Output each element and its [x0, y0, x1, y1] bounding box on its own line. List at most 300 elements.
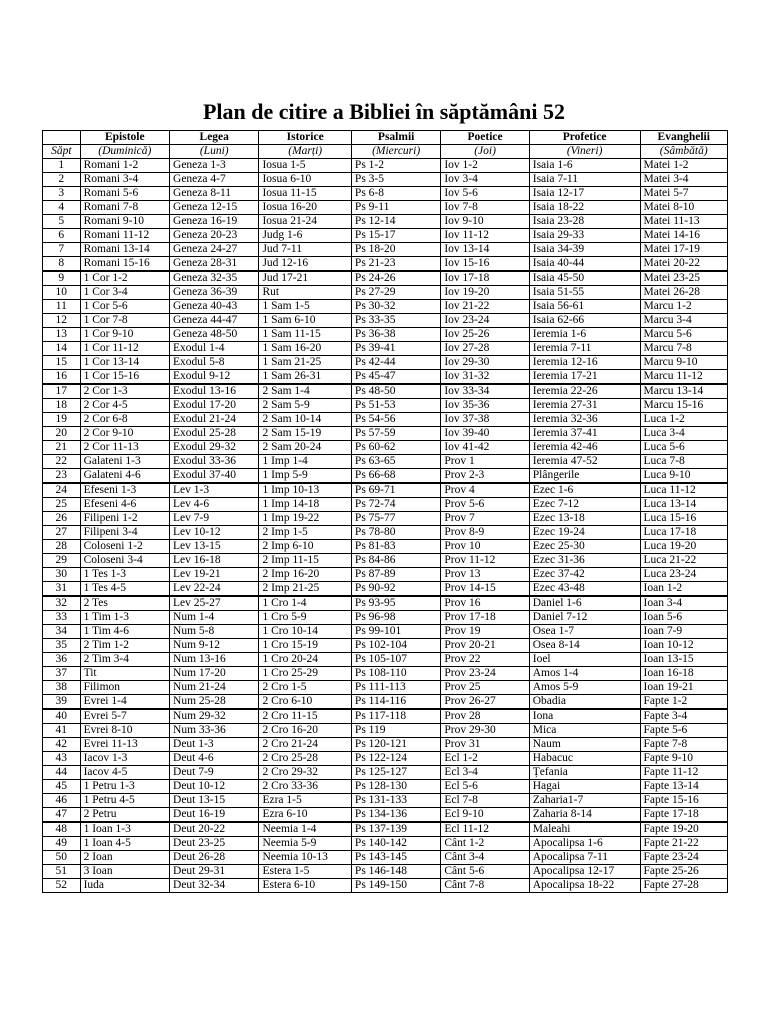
reading-cell: Ps 48-50 [351, 384, 440, 399]
reading-cell: Coloseni 1-2 [80, 540, 169, 554]
reading-cell: 1 Cor 9-10 [80, 328, 169, 342]
column-header: Evanghelii [640, 131, 727, 145]
table-row [43, 596, 728, 611]
reading-cell: Iov 13-14 [441, 243, 529, 257]
reading-cell: Ezec 1-6 [529, 483, 640, 498]
table-row [43, 455, 728, 469]
reading-cell: Lev 25-27 [170, 596, 259, 611]
table-row [43, 512, 728, 526]
reading-cell: Prov 19 [441, 625, 529, 639]
reading-cell: Num 25-28 [170, 695, 259, 710]
table-row [43, 370, 728, 385]
day-header: Săpt [43, 145, 81, 159]
reading-cell: Exodul 25-28 [170, 427, 259, 441]
reading-cell: Amos 5-9 [529, 681, 640, 695]
reading-cell: Ps 21-23 [351, 257, 440, 272]
reading-cell: Fapte 17-18 [640, 808, 727, 823]
reading-cell: Deut 13-15 [170, 794, 259, 808]
reading-cell: Ps 93-95 [351, 596, 440, 611]
reading-cell: Deut 29-31 [170, 865, 259, 879]
reading-cell: Exodul 5-8 [170, 356, 259, 370]
week-number-cell: 15 [43, 356, 81, 370]
reading-cell: Ps 131-133 [351, 794, 440, 808]
table-row [43, 540, 728, 554]
reading-cell: Prov 5-6 [441, 498, 529, 512]
reading-cell: Osea 8-14 [529, 639, 640, 653]
reading-cell: Ecl 11-12 [441, 822, 529, 837]
reading-cell: Prov 28 [441, 709, 529, 724]
reading-cell: Ps 105-107 [351, 653, 440, 667]
reading-cell: 1 Sam 21-25 [259, 356, 351, 370]
reading-cell: 1 Cro 10-14 [259, 625, 351, 639]
reading-cell: Ps 117-118 [351, 709, 440, 724]
reading-cell: Ps 149-150 [351, 879, 440, 893]
reading-cell: Luca 3-4 [640, 427, 727, 441]
reading-cell: Ezra 1-5 [259, 794, 351, 808]
reading-cell: Matei 17-19 [640, 243, 727, 257]
reading-cell: Ps 18-20 [351, 243, 440, 257]
reading-cell: Ps 66-68 [351, 469, 440, 484]
reading-cell: 1 Cor 1-2 [80, 271, 169, 286]
reading-cell: 1 Cro 5-9 [259, 611, 351, 625]
reading-cell: Naum [529, 738, 640, 752]
table-row [43, 314, 728, 328]
week-number-cell: 35 [43, 639, 81, 653]
reading-cell: Romani 1-2 [80, 159, 169, 173]
reading-cell: Exodul 9-12 [170, 370, 259, 385]
reading-cell: Geneza 32-35 [170, 271, 259, 286]
week-number-cell: 43 [43, 752, 81, 766]
reading-cell: Romani 5-6 [80, 187, 169, 201]
reading-cell: Lev 22-24 [170, 582, 259, 597]
reading-cell: Romani 9-10 [80, 215, 169, 229]
reading-cell: 2 Cor 6-8 [80, 413, 169, 427]
reading-cell: Iov 19-20 [441, 286, 529, 300]
reading-cell: Iov 29-30 [441, 356, 529, 370]
reading-cell: 1 Imp 19-22 [259, 512, 351, 526]
week-number-cell: 10 [43, 286, 81, 300]
reading-cell: Prov 22 [441, 653, 529, 667]
table-row [43, 173, 728, 187]
table-row [43, 342, 728, 356]
reading-cell: Cânt 7-8 [441, 879, 529, 893]
week-number-cell: 48 [43, 822, 81, 837]
reading-cell: 1 Cro 15-19 [259, 639, 351, 653]
reading-cell: Geneza 4-7 [170, 173, 259, 187]
reading-cell: Ioan 5-6 [640, 611, 727, 625]
reading-cell: Matei 26-28 [640, 286, 727, 300]
reading-cell: 1 Imp 5-9 [259, 469, 351, 484]
reading-cell: Lev 10-12 [170, 526, 259, 540]
reading-cell: Geneza 36-39 [170, 286, 259, 300]
reading-cell: Fapte 15-16 [640, 794, 727, 808]
reading-cell: Romani 7-8 [80, 201, 169, 215]
reading-cell: Ieremia 37-41 [529, 427, 640, 441]
reading-cell: 1 Sam 11-15 [259, 328, 351, 342]
week-number-cell: 22 [43, 455, 81, 469]
reading-cell: Iona [529, 709, 640, 724]
reading-cell: 2 Ioan [80, 851, 169, 865]
reading-cell: Exodul 17-20 [170, 399, 259, 413]
week-number-cell: 26 [43, 512, 81, 526]
table-row [43, 229, 728, 243]
reading-cell: Luca 23-24 [640, 568, 727, 582]
reading-cell: Romani 13-14 [80, 243, 169, 257]
day-header: (Marți) [259, 145, 351, 159]
reading-cell: Ps 72-74 [351, 498, 440, 512]
reading-cell: Matei 23-25 [640, 271, 727, 286]
reading-cell: Ieremia 27-31 [529, 399, 640, 413]
reading-cell: Deut 4-6 [170, 752, 259, 766]
reading-cell: Deut 1-3 [170, 738, 259, 752]
reading-cell: Iov 37-38 [441, 413, 529, 427]
table-row [43, 328, 728, 342]
reading-cell: Ezec 25-30 [529, 540, 640, 554]
reading-cell: Lev 1-3 [170, 483, 259, 498]
week-number-cell: 44 [43, 766, 81, 780]
reading-cell: Filipeni 1-2 [80, 512, 169, 526]
reading-cell: Ps 63-65 [351, 455, 440, 469]
table-row [43, 851, 728, 865]
reading-cell: Jud 12-16 [259, 257, 351, 272]
week-number-cell: 33 [43, 611, 81, 625]
reading-cell: Marcu 13-14 [640, 384, 727, 399]
reading-cell: Ps 36-38 [351, 328, 440, 342]
reading-cell: Geneza 44-47 [170, 314, 259, 328]
reading-cell: Ps 75-77 [351, 512, 440, 526]
reading-cell: 1 Tes 1-3 [80, 568, 169, 582]
reading-cell: 2 Imp 21-25 [259, 582, 351, 597]
reading-cell: 2 Tes [80, 596, 169, 611]
table-row [43, 837, 728, 851]
reading-cell: Maleahi [529, 822, 640, 837]
reading-cell: Isaia 62-66 [529, 314, 640, 328]
reading-cell: Ps 27-29 [351, 286, 440, 300]
reading-cell: Prov 13 [441, 568, 529, 582]
reading-cell: 2 Sam 5-9 [259, 399, 351, 413]
reading-cell: Geneza 16-19 [170, 215, 259, 229]
table-row [43, 822, 728, 837]
reading-cell: Obadia [529, 695, 640, 710]
reading-cell: Ecl 3-4 [441, 766, 529, 780]
reading-cell: Prov 25 [441, 681, 529, 695]
reading-cell: Ps 134-136 [351, 808, 440, 823]
reading-cell: 1 Petru 1-3 [80, 780, 169, 794]
reading-cell: 1 Cro 20-24 [259, 653, 351, 667]
reading-cell: Coloseni 3-4 [80, 554, 169, 568]
column-header: Legea [170, 131, 259, 145]
reading-cell: Ieremia 17-21 [529, 370, 640, 385]
week-number-cell: 6 [43, 229, 81, 243]
reading-cell: Matei 11-13 [640, 215, 727, 229]
reading-cell: Fapte 19-20 [640, 822, 727, 837]
reading-cell: Matei 3-4 [640, 173, 727, 187]
reading-cell: Romani 3-4 [80, 173, 169, 187]
reading-cell: Prov 14-15 [441, 582, 529, 597]
week-number-cell: 2 [43, 173, 81, 187]
reading-cell: Iov 27-28 [441, 342, 529, 356]
reading-cell: Isaia 51-55 [529, 286, 640, 300]
reading-cell: Marcu 11-12 [640, 370, 727, 385]
reading-cell: Prov 7 [441, 512, 529, 526]
reading-cell: Fapte 5-6 [640, 724, 727, 738]
reading-cell: Luca 15-16 [640, 512, 727, 526]
week-number-cell: 41 [43, 724, 81, 738]
week-number-cell: 27 [43, 526, 81, 540]
reading-cell: Num 33-36 [170, 724, 259, 738]
reading-cell: 1 Imp 14-18 [259, 498, 351, 512]
reading-cell: Luca 7-8 [640, 455, 727, 469]
reading-cell: Jud 7-11 [259, 243, 351, 257]
reading-cell: Iosua 16-20 [259, 201, 351, 215]
reading-cell: 2 Cro 6-10 [259, 695, 351, 710]
reading-cell: Lev 4-6 [170, 498, 259, 512]
reading-cell: Romani 15-16 [80, 257, 169, 272]
reading-cell: 2 Imp 6-10 [259, 540, 351, 554]
table-row [43, 695, 728, 710]
reading-cell: 1 Cor 5-6 [80, 300, 169, 314]
week-number-cell: 9 [43, 271, 81, 286]
week-number-cell: 45 [43, 780, 81, 794]
reading-cell: Ezec 19-24 [529, 526, 640, 540]
reading-cell: Ps 146-148 [351, 865, 440, 879]
reading-cell: Ps 108-110 [351, 667, 440, 681]
table-row [43, 724, 728, 738]
reading-cell: Ps 45-47 [351, 370, 440, 385]
reading-cell: Ioan 7-9 [640, 625, 727, 639]
table-row [43, 808, 728, 823]
reading-cell: Filipeni 3-4 [80, 526, 169, 540]
reading-cell: Evrei 8-10 [80, 724, 169, 738]
reading-cell: Ps 30-32 [351, 300, 440, 314]
reading-cell: Ps 69-71 [351, 483, 440, 498]
reading-cell: 2 Cro 16-20 [259, 724, 351, 738]
reading-cell: Fapte 3-4 [640, 709, 727, 724]
reading-cell: Lev 16-18 [170, 554, 259, 568]
reading-cell: Iov 5-6 [441, 187, 529, 201]
table-row [43, 427, 728, 441]
reading-cell: Ps 3-5 [351, 173, 440, 187]
reading-cell: Ps 33-35 [351, 314, 440, 328]
reading-cell: 3 Ioan [80, 865, 169, 879]
reading-cell: 1 Cro 25-29 [259, 667, 351, 681]
reading-cell: Geneza 24-27 [170, 243, 259, 257]
reading-cell: Deut 20-22 [170, 822, 259, 837]
reading-cell: Isaia 56-61 [529, 300, 640, 314]
reading-cell: Estera 1-5 [259, 865, 351, 879]
reading-cell: Ps 90-92 [351, 582, 440, 597]
reading-cell: Iov 3-4 [441, 173, 529, 187]
reading-cell: Apocalipsa 7-11 [529, 851, 640, 865]
week-number-cell: 50 [43, 851, 81, 865]
reading-cell: Ps 125-127 [351, 766, 440, 780]
reading-cell: Matei 14-16 [640, 229, 727, 243]
table-row [43, 879, 728, 893]
reading-cell: Iov 33-34 [441, 384, 529, 399]
day-header: (Luni) [170, 145, 259, 159]
reading-cell: Luca 21-22 [640, 554, 727, 568]
reading-cell: 1 Ioan 4-5 [80, 837, 169, 851]
reading-cell: Ieremia 12-16 [529, 356, 640, 370]
reading-cell: Ps 42-44 [351, 356, 440, 370]
reading-cell: Ioel [529, 653, 640, 667]
reading-cell: Ecl 1-2 [441, 752, 529, 766]
reading-cell: Ieremia 47-52 [529, 455, 640, 469]
reading-cell: Marcu 7-8 [640, 342, 727, 356]
reading-cell: Ps 99-101 [351, 625, 440, 639]
reading-cell: 2 Cor 11-13 [80, 441, 169, 455]
reading-cell: Prov 26-27 [441, 695, 529, 710]
reading-cell: Deut 16-19 [170, 808, 259, 823]
week-number-cell: 46 [43, 794, 81, 808]
reading-cell: Ieremia 7-11 [529, 342, 640, 356]
reading-cell: Ioan 1-2 [640, 582, 727, 597]
reading-cell: Matei 20-22 [640, 257, 727, 272]
reading-cell: Iacov 4-5 [80, 766, 169, 780]
reading-cell: 1 Cor 3-4 [80, 286, 169, 300]
reading-cell: Evrei 5-7 [80, 709, 169, 724]
reading-cell: Iuda [80, 879, 169, 893]
reading-cell: Num 13-16 [170, 653, 259, 667]
reading-cell: Ioan 13-15 [640, 653, 727, 667]
reading-cell: 2 Sam 15-19 [259, 427, 351, 441]
reading-cell: Exodul 13-16 [170, 384, 259, 399]
reading-cell: Num 1-4 [170, 611, 259, 625]
column-header: Istorice [259, 131, 351, 145]
reading-cell: Iov 7-8 [441, 201, 529, 215]
table-row [43, 639, 728, 653]
reading-cell: Lev 7-9 [170, 512, 259, 526]
reading-cell: Ezec 31-36 [529, 554, 640, 568]
reading-cell: Luca 5-6 [640, 441, 727, 455]
reading-cell: Exodul 21-24 [170, 413, 259, 427]
reading-cell: 1 Sam 1-5 [259, 300, 351, 314]
reading-cell: Prov 4 [441, 483, 529, 498]
table-row [43, 498, 728, 512]
reading-cell: 2 Cor 4-5 [80, 399, 169, 413]
reading-cell: Daniel 7-12 [529, 611, 640, 625]
reading-cell: 2 Imp 1-5 [259, 526, 351, 540]
reading-cell: Ps 9-11 [351, 201, 440, 215]
week-number-cell: 1 [43, 159, 81, 173]
week-number-cell: 32 [43, 596, 81, 611]
reading-cell: Ps 54-56 [351, 413, 440, 427]
reading-cell: Neemia 10-13 [259, 851, 351, 865]
reading-cell: Apocalipsa 12-17 [529, 865, 640, 879]
reading-cell: Fapte 25-26 [640, 865, 727, 879]
table-row [43, 483, 728, 498]
reading-cell: 1 Ioan 1-3 [80, 822, 169, 837]
week-number-cell: 3 [43, 187, 81, 201]
reading-cell: Geneza 40-43 [170, 300, 259, 314]
reading-cell: Iov 15-16 [441, 257, 529, 272]
reading-cell: 1 Sam 26-31 [259, 370, 351, 385]
table-row [43, 709, 728, 724]
reading-cell: Amos 1-4 [529, 667, 640, 681]
reading-cell: 2 Petru [80, 808, 169, 823]
reading-cell: Ps 60-62 [351, 441, 440, 455]
reading-cell: Fapte 27-28 [640, 879, 727, 893]
week-number-cell: 34 [43, 625, 81, 639]
table-row [43, 201, 728, 215]
reading-cell: Luca 1-2 [640, 413, 727, 427]
table-row [43, 413, 728, 427]
table-row [43, 611, 728, 625]
reading-cell: Zaharia1-7 [529, 794, 640, 808]
reading-cell: 2 Cro 25-28 [259, 752, 351, 766]
column-header: Epistole [80, 131, 169, 145]
reading-cell: Prov 29-30 [441, 724, 529, 738]
week-number-cell: 19 [43, 413, 81, 427]
reading-cell: 1 Petru 4-5 [80, 794, 169, 808]
reading-cell: Isaia 1-6 [529, 159, 640, 173]
reading-cell: Judg 1-6 [259, 229, 351, 243]
reading-cell: Luca 9-10 [640, 469, 727, 484]
reading-cell: Romani 11-12 [80, 229, 169, 243]
reading-cell: Ieremia 42-46 [529, 441, 640, 455]
table-row [43, 568, 728, 582]
reading-cell: Num 9-12 [170, 639, 259, 653]
reading-cell: Mica [529, 724, 640, 738]
reading-cell: Plângerile [529, 469, 640, 484]
reading-cell: Ps 39-41 [351, 342, 440, 356]
reading-cell: Galateni 1-3 [80, 455, 169, 469]
week-number-cell: 8 [43, 257, 81, 272]
reading-cell: 2 Sam 10-14 [259, 413, 351, 427]
reading-cell: Ps 87-89 [351, 568, 440, 582]
reading-cell: 2 Imp 16-20 [259, 568, 351, 582]
reading-cell: Ps 137-139 [351, 822, 440, 837]
reading-cell: Ps 128-130 [351, 780, 440, 794]
reading-cell: Ezra 6-10 [259, 808, 351, 823]
category-header-row [43, 131, 728, 145]
reading-cell: Filimon [80, 681, 169, 695]
day-header: (Miercuri) [351, 145, 440, 159]
reading-cell: Rut [259, 286, 351, 300]
reading-cell: 1 Tes 4-5 [80, 582, 169, 597]
reading-cell: Num 21-24 [170, 681, 259, 695]
reading-cell: Iov 25-26 [441, 328, 529, 342]
reading-cell: Evrei 11-13 [80, 738, 169, 752]
reading-cell: Num 17-20 [170, 667, 259, 681]
reading-cell: 2 Cro 1-5 [259, 681, 351, 695]
reading-cell: Ps 102-104 [351, 639, 440, 653]
reading-cell: Ecl 9-10 [441, 808, 529, 823]
reading-cell: Ieremia 32-36 [529, 413, 640, 427]
table-row [43, 356, 728, 370]
reading-cell: Iov 35-36 [441, 399, 529, 413]
table-row [43, 441, 728, 455]
reading-cell: Ps 143-145 [351, 851, 440, 865]
week-number-cell: 14 [43, 342, 81, 356]
reading-cell: Deut 10-12 [170, 780, 259, 794]
week-number-cell: 40 [43, 709, 81, 724]
reading-cell: Iosua 11-15 [259, 187, 351, 201]
reading-cell: Iov 31-32 [441, 370, 529, 385]
reading-cell: Neemia 5-9 [259, 837, 351, 851]
reading-cell: Lev 19-21 [170, 568, 259, 582]
week-number-cell: 24 [43, 483, 81, 498]
table-row [43, 653, 728, 667]
reading-cell: 1 Imp 1-4 [259, 455, 351, 469]
reading-cell: 1 Cor 11-12 [80, 342, 169, 356]
table-row [43, 681, 728, 695]
page-title: Plan de citire a Bibliei în săptămâni 52 [202, 99, 565, 124]
reading-cell: Deut 7-9 [170, 766, 259, 780]
reading-cell: Ps 84-86 [351, 554, 440, 568]
table-row [43, 300, 728, 314]
reading-cell: Ioan 19-21 [640, 681, 727, 695]
